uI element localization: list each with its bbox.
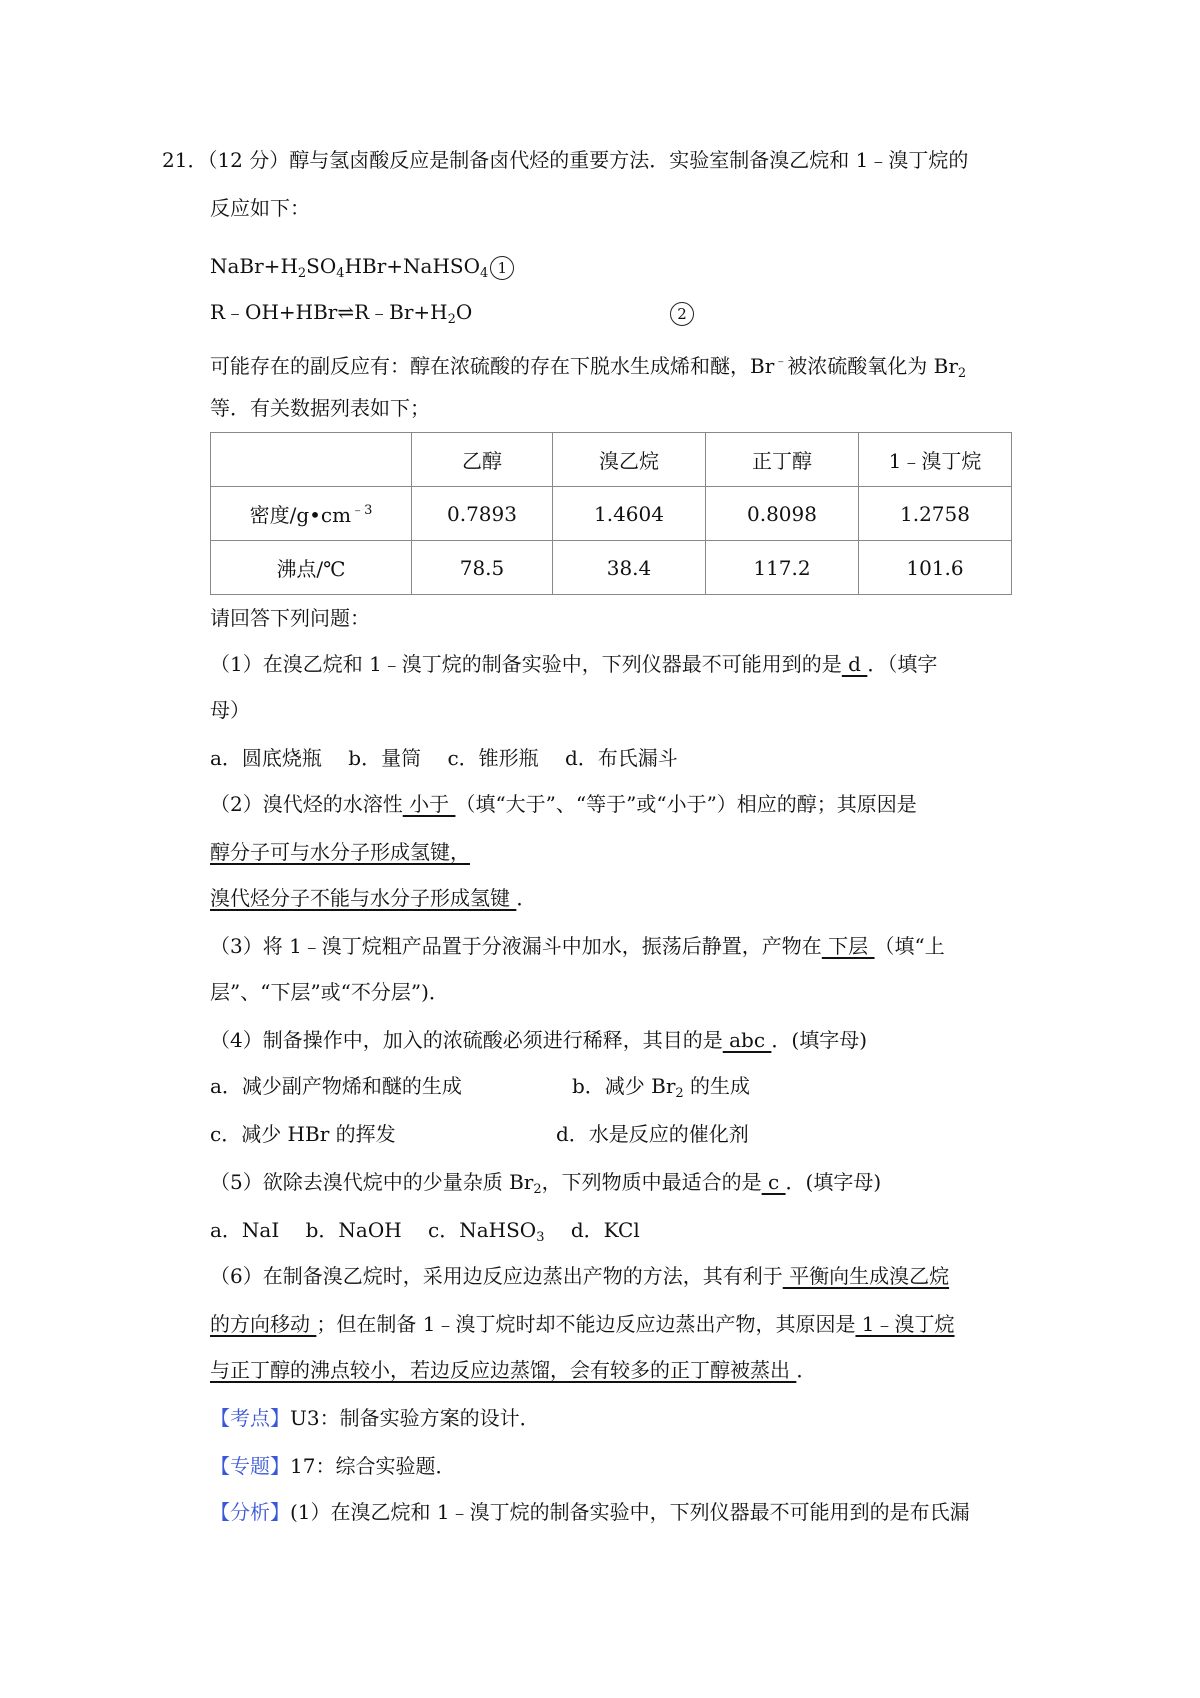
- row-label-density: 密度$/g•cm^{﹣3}$: [211, 487, 412, 541]
- zhuanti-line: 【专题】17：综合实验题．: [210, 1454, 456, 1478]
- table-header-cell: [211, 433, 412, 487]
- table-cell: 0.8098: [706, 487, 859, 541]
- table-header-row: [211, 433, 1012, 487]
- question-6-line-3: 与正丁醇的沸点较小，若边反应边蒸馏，会有较多的正丁醇被蒸出 ．: [210, 1358, 817, 1382]
- table-row: [211, 487, 1012, 541]
- table-cell: 0.7893: [412, 487, 553, 541]
- fenxi-tag: 【分析】: [210, 1500, 290, 1524]
- table-cell: 1.4604: [553, 487, 706, 541]
- reaction-1: $NaBr+H_2SO_4HBr+NaHSO_4$ 1: [210, 252, 514, 288]
- question-2-answer-line-2: 溴代烃分子不能与水分子形成氢键 ．: [210, 886, 537, 910]
- answer-3: 下层: [821, 934, 875, 958]
- table-header-cell: 1﹣溴丁烷: [859, 433, 1012, 487]
- table-cell: 117.2: [706, 541, 859, 595]
- answer-6b: 1﹣溴丁烷: [855, 1312, 955, 1336]
- table-cell: 1.2758: [859, 487, 1012, 541]
- question-1-cont: 母）: [210, 698, 250, 722]
- question-1: （1）在溴乙烷和 1﹣溴丁烷的制备实验中，下列仪器最不可能用到的是 d ．（填字: [210, 652, 938, 676]
- question-6-line-2: 的方向移动 ；但在制备 1﹣溴丁烷时却不能边反应边蒸出产物，其原因是 1﹣溴丁烷: [210, 1312, 955, 1336]
- answer-4: abc: [722, 1028, 772, 1052]
- question-2-answer-line-1: 醇分子可与水分子形成氢键，: [210, 840, 470, 864]
- reaction-2: $R﹣OH+HBr\rightleftharpoons R﹣Br+H_2O$: [210, 300, 473, 327]
- table-cell: 101.6: [859, 541, 1012, 595]
- table-row: [211, 541, 1012, 595]
- answer-2: 小于: [402, 792, 456, 816]
- question-3: （3）将 1﹣溴丁烷粗产品置于分液漏斗中加水，振荡后静置，产物在 下层 （填“上: [210, 934, 945, 958]
- kaodian-tag: 【考点】: [210, 1406, 290, 1430]
- fenxi-line: 【分析】(1）在溴乙烷和 1﹣溴丁烷的制备实验中，下列仪器最不可能用到的是布氏漏: [210, 1500, 970, 1524]
- table-header-cell: 溴乙烷: [553, 433, 706, 487]
- data-table: [210, 432, 1012, 595]
- question-4-option-b: b．减少 $Br_2$ 的生成: [572, 1074, 751, 1101]
- question-4-option-d: d．水是反应的催化剂: [556, 1122, 749, 1146]
- table-cell: 38.4: [553, 541, 706, 595]
- question-3-cont: 层”、“下层”或“不分层”)．: [210, 980, 449, 1004]
- question-2: （2）溴代烃的水溶性 小于 （填“大于”、“等于”或“小于”）相应的醇；其原因是: [210, 792, 917, 816]
- question-5: （5）欲除去溴代烷中的少量杂质 $Br_2$，下列物质中最适合的是 c ．(填字母): [210, 1170, 882, 1197]
- question-1-options: a．圆底烧瓶 b．量筒 c．锥形瓶 d．布氏漏斗: [210, 746, 678, 770]
- circled-number-1: 1: [490, 256, 514, 280]
- answer-1: d: [841, 652, 868, 676]
- circled-number-2: 2: [670, 302, 694, 326]
- question-intro-line-2: 反应如下：: [210, 196, 310, 220]
- answer-6a: 平衡向生成溴乙烷: [782, 1264, 950, 1288]
- question-4-option-a: a．减少副产物烯和醚的生成: [210, 1074, 462, 1098]
- answer-5: c: [761, 1170, 786, 1194]
- side-reaction-line-2: 等．有关数据列表如下；: [210, 396, 430, 420]
- zhuanti-tag: 【专题】: [210, 1454, 290, 1478]
- question-6: （6）在制备溴乙烷时，采用边反应边蒸出产物的方法，其有利于 平衡向生成溴乙烷: [210, 1264, 950, 1288]
- question-4-option-c: c．减少 HBr 的挥发: [210, 1122, 396, 1146]
- table-header-cell: 乙醇: [412, 433, 553, 487]
- question-intro-line-1: 21．（12 分）醇与氢卤酸反应是制备卤代烃的重要方法．实验室制备溴乙烷和 1﹣溴丁烷的: [162, 148, 969, 172]
- question-5-options: a．NaI b．NaOH c．NaHSO$_3$ d．KCl: [210, 1218, 640, 1245]
- kaodian-line: 【考点】U3：制备实验方案的设计．: [210, 1406, 540, 1430]
- reaction-2-mark: [668, 298, 694, 326]
- table-header-cell: 正丁醇: [706, 433, 859, 487]
- table-cell: 78.5: [412, 541, 553, 595]
- answer-prompt: 请回答下列问题：: [210, 606, 370, 630]
- question-4: （4）制备操作中，加入的浓硫酸必须进行稀释，其目的是 abc ．(填字母): [210, 1028, 867, 1052]
- side-reaction-line-1: 可能存在的副反应有：醇在浓硫酸的存在下脱水生成烯和醚，Br﹣被浓硫酸氧化为 $Br_2$: [210, 354, 967, 381]
- row-label-boiling-point: 沸点/℃: [211, 541, 412, 595]
